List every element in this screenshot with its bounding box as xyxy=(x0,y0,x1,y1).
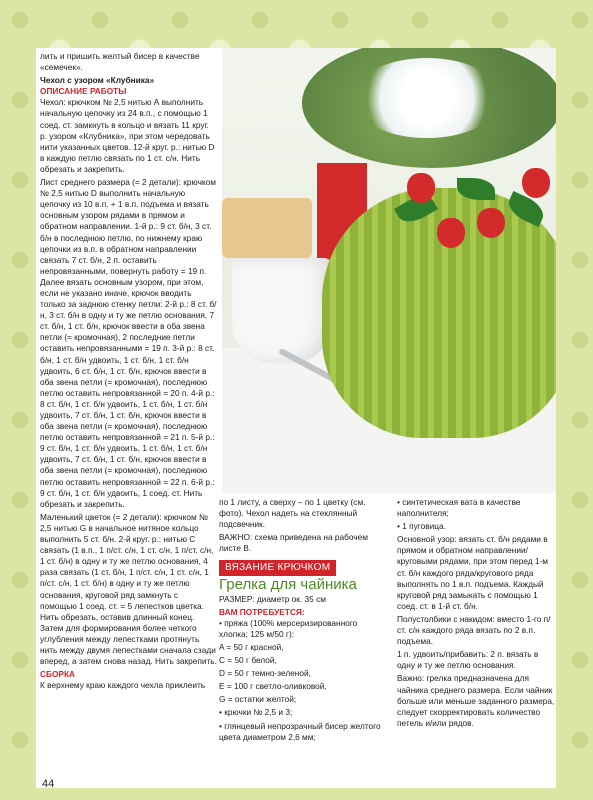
teacup xyxy=(232,258,332,363)
bread-slices xyxy=(222,198,312,258)
col2-paragraph: • пряжа (100% мерсеризированного хлопка; 125 м/50 г): xyxy=(219,617,358,639)
white-flowers xyxy=(352,58,502,138)
col1-paragraph: Маленький цветок (= 2 детали): крючком № 2,5 нитью G в начальное нитяное кольцо выполнить 5 ст. б/н. 2-й круг. р.: нитью С связать (1 в.п., 1 п/ст. с/н, 1 ст. с/н, 1 п/ст. с/н, 1 ст. б/н) в одну и ту же петлю основания, 4 раза связать (1 ст. б/н, 1 п/ст. с/н, 1 ст. с/н, 1 п/ст. с/н, 1 ст. б/н) в одну и ту же петлю основания, круговой ряд замкнуть с помощью 1 соед. ст. = 5 лепестков цветка. Нить обрезать, оставив длинный конец. Затем для формирования более четкого углубления между лепестками протянуть нить между двумя лепестками сначала сзади вперед, а затем снова назад. Нить закрепить. xyxy=(40,511,217,667)
col1-paragraph: лить и пришить желтый бисер в качестве «семечек». xyxy=(40,51,200,73)
col2-paragraph: ВАМ ПОТРЕБУЕТСЯ: xyxy=(219,606,305,617)
col2-paragraph: A = 50 г красной, xyxy=(219,641,284,652)
col2-paragraph: РАЗМЕР: диаметр ок. 35 см xyxy=(219,593,326,604)
page-number: 44 xyxy=(42,778,55,790)
col1-paragraph: СБОРКА xyxy=(40,669,75,680)
col3-paragraph: Важно: грелка предназначена для чайника среднего размера. Если чайник больше или меньше заданного размера, следует скорректировать количество петель и/или рядов. xyxy=(397,673,555,728)
col1-paragraph: Чехол: крючком № 2,5 нитью А выполнить начальную цепочку из 24 в.п., с помощью 1 соед. ст. замкнуть в кольцо и вязать 11 круг. р. узором «Клубника», при этом чередовать нити указанных цветов. 12-й круг. р.: нитью D в каждую петлю связать по 1 ст. с/н. Нить обрезать и закрепить. xyxy=(40,97,215,174)
col3-paragraph: • 1 пуговица. xyxy=(397,521,446,532)
col1-paragraph: ОПИСАНИЕ РАБОТЫ xyxy=(40,86,127,97)
col3-paragraph: • синтетическая вата в качестве наполнителя; xyxy=(397,497,521,519)
col2-paragraph: E = 100 г светло-оливковой, xyxy=(219,681,327,692)
col2-paragraph: • крючки № 2,5 и 3; xyxy=(219,707,293,718)
col2-paragraph: D = 50 г темно-зеленой, xyxy=(219,668,311,679)
col3-paragraph: 1 п. удвоить/прибавить: 2 п. вязать в одну и ту же петлю основания. xyxy=(397,649,539,671)
col1-paragraph: Лист среднего размера (= 2 детали): крючком № 2,5 нитью D выполнить начальную цепочку из 10 в.п. + 1 в.п. подъема и вязать основным узором рядами в прямом и обратном направлении. 1-й р.: 9 ст. б/н, 3 ст. б/н в последнюю петлю, по нижнему краю цепочки из в.п. в обратном направлении связать 7 ст. б/н, 2 п. оставить непровязанными, повернуть работу = 19 п. Далее вязать основным узором, при этом, если не указано иначе, крючок вводить только за заднюю стенку петли: 2-й р.: 8 ст. б/н, 3 ст. б/н в одну и ту же петлю основания, 7 ст. б/н, 1 ст. б/н, крючок ввести в оба звена петли (= кромочная), 2 последние петли оставить непровязанными = 19 п. 3-й р.: 8 ст. б/н, 1 ст. б/н удвоить, 1 ст. б/н, 1 ст. б/н удвоить, 6 ст. б/н, 1 ст. б/н, крючок ввести в оба звена петли (= кромочная), последнюю петлю оставить непровязанной = 20 п. 4-й р.: 8 ст. б/н, 1 ст. б/н удвоить, 1 ст. б/н, 1 ст. б/н удвоить, 7 ст. б/н, 1 ст. б/н, крючок ввести в оба звена петли (= кромочная), последнюю петлю оставить непровязанной = 21 п. 5-й р.: 9 ст. б/н, 1 ст. б/н удвоить, 1 ст. б/н, 1 ст. б/н удвоить, 7 ст. б/н, 1 ст. б/н, крючок ввести в оба звена петли (= кромочная), последнюю петлю оставить непровязанной = 22 п. 6-й р.: 9 ст. б/н, 1 ст. б/н удвоить, 1 соед. ст. Нить обрезать и закрепить. xyxy=(40,177,217,509)
watermark: PassionForum.ru xyxy=(415,780,492,791)
col2-paragraph: G = остатки желтой; xyxy=(219,694,297,705)
col1-paragraph: К верхнему краю каждого чехла приклеить xyxy=(40,680,206,691)
column-2 xyxy=(219,497,387,745)
col2-paragraph: ВЯЗАНИЕ КРЮЧКОМ xyxy=(219,560,336,575)
strawberry-shape xyxy=(407,173,435,203)
col1-paragraph: Чехол с узором «Клубника» xyxy=(40,75,155,86)
column-3 xyxy=(397,497,557,731)
col2-paragraph: по 1 листу, а сверху – по 1 цветку (см. фото). Чехол надеть на стеклянный подсвечник. xyxy=(219,497,366,530)
strawberry-shape xyxy=(522,168,550,198)
strawberry-shape xyxy=(437,218,465,248)
col2-paragraph: Грелка для чайника xyxy=(219,575,357,593)
teapot-photo xyxy=(222,48,556,493)
strawberry-shape xyxy=(477,208,505,238)
col2-paragraph: • глянцевый непрозрачный бисер желтого цвета диаметром 2,6 мм; xyxy=(219,720,381,742)
column-1 xyxy=(40,51,217,693)
col2-paragraph: C = 50 г белой, xyxy=(219,655,277,666)
col3-paragraph: Полустолбики с накидом: вместо 1-го п/ст. с/н каждого ряда вязать по 2 в.п. подъема. xyxy=(397,613,551,647)
col3-paragraph: Основной узор: вязать ст. б/н рядами в прямом и обратном направлении/круговыми рядами, при этом перед 1-м ст. б/н каждого ряда/кругового ряда выполнять по 1 в.п. подъема. Каждый круговой ряд замыкать с помощью 1 соед. ст. в 1-й ст. б/н. xyxy=(397,534,549,611)
col2-paragraph: ВАЖНО: схема приведена на рабочем листе В. xyxy=(219,532,368,554)
